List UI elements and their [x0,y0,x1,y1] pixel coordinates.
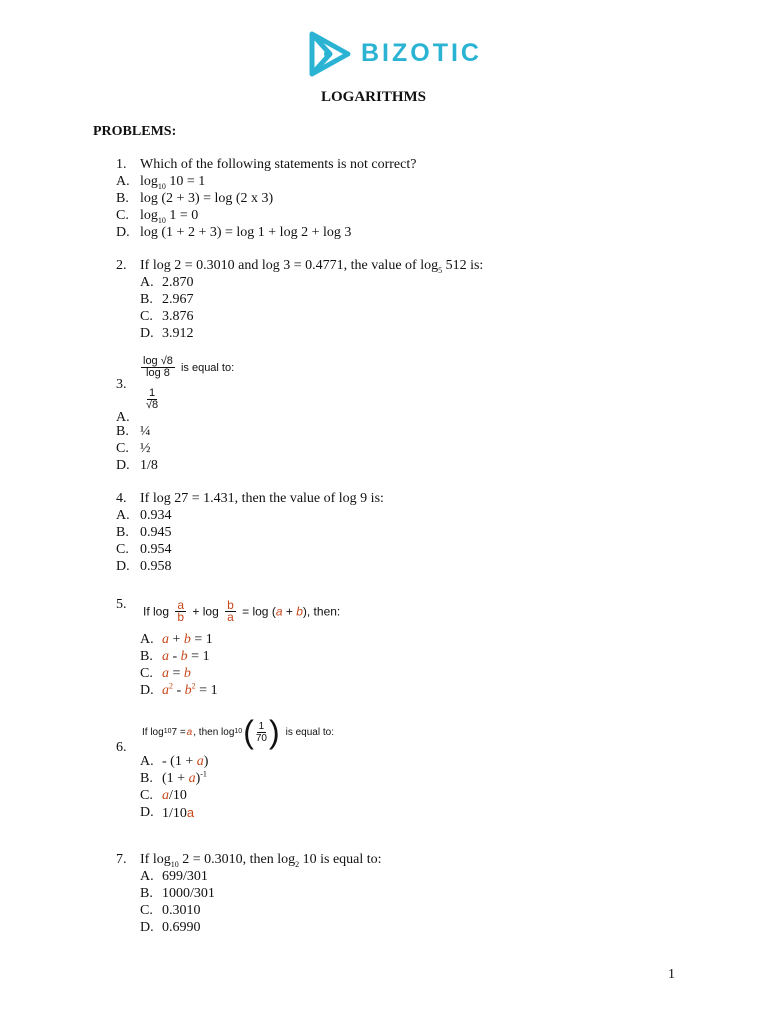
question-text-part: If log [140,852,171,867]
option-d: 0.958 [140,559,172,574]
question-text [140,851,382,868]
variable: a [162,632,169,647]
variable-a: a [186,726,193,738]
fraction-denominator: a [227,610,234,624]
variable: a [186,805,195,820]
fraction-numerator: 1 [258,720,265,732]
option-text: ) [203,754,209,769]
option-text: (1 + [162,771,189,786]
fraction-numerator: b [227,598,234,612]
fraction [175,600,186,623]
option-letter: B. [116,525,129,540]
subscript: 2 [295,859,300,869]
formula-text: + [285,604,293,619]
option-a [144,388,160,411]
option-c [140,207,198,224]
option-b [162,770,207,787]
option-letter: C. [140,666,153,681]
superscript: 2 [191,681,196,691]
fraction-denominator: √8 [146,399,159,411]
option-b: 1000/301 [162,886,215,901]
option-letter: D. [140,920,154,935]
question-formula: If log 10 7 = a , then log 10 ( $\frac{1}{70}$ ) is equal to: [142,714,334,750]
question-formula [143,600,340,623]
option-a: 2.870 [162,275,194,290]
option-text: ) [195,771,201,786]
option-letter: D. [140,326,154,341]
formula-text: 7 = [171,726,186,738]
option-text: = 1 [187,649,210,664]
option-text: = [169,666,184,681]
option-b: log (2 + 3) = log (2 x 3) [140,191,274,206]
option-letter: A. [116,174,130,189]
variable-a: a [275,604,283,619]
option-text: 1 = 0 [165,208,199,223]
option-text: /10 [169,788,187,803]
formula-text: , then log [193,726,235,738]
variable: a [162,788,169,803]
option-letter: A. [116,410,130,425]
formula-text: = log ( [242,604,276,619]
option-c: ½ [140,441,151,456]
option-c: 0.954 [140,542,172,557]
formula-text: If log [143,604,170,619]
question-number: 1. [116,157,127,172]
option-a [162,753,208,770]
superscript: -1 [200,769,207,779]
right-paren: ) [268,714,280,750]
question-number: 7. [116,852,127,867]
option-c [162,665,191,682]
variable: a [162,666,169,681]
variable: a [196,754,204,769]
option-letter: C. [140,309,153,324]
question-number: 4. [116,491,127,506]
question-number: 2. [116,258,127,273]
option-letter: B. [116,191,129,206]
page-number: 1 [668,967,675,982]
variable: b [183,632,191,647]
fraction-denominator: b [177,610,185,624]
fraction-numerator: 1 [149,387,156,399]
variable: b [184,683,192,698]
option-d: 3.912 [162,326,194,341]
option-b: 2.967 [162,292,194,307]
option-text: - (1 + [162,754,197,769]
option-letter: D. [116,458,130,473]
formula-text: ), then: [302,604,341,619]
question-number: 6. [116,740,127,755]
bizotic-logo [304,30,484,78]
option-a: 0.934 [140,508,172,523]
question-number: 3. [116,377,127,392]
option-letter: C. [140,788,153,803]
logo-text: BIZOTIC [361,39,482,67]
fraction-numerator: log √8 [143,355,173,367]
page-title: LOGARITHMS [321,89,427,105]
variable: a [162,649,169,664]
fraction [254,721,269,744]
option-text: = 1 [190,632,213,647]
option-letter: A. [140,275,154,290]
option-text: 1/10 [162,806,187,821]
left-paren: ( [243,714,254,750]
question-text-part: 2 = 0.3010, then log [178,852,296,867]
variable-b: b [296,604,303,619]
option-letter: B. [140,886,153,901]
question-formula [141,356,234,379]
option-letter: A. [140,754,154,769]
option-letter: D. [140,805,154,820]
option-b: 0.945 [140,525,172,540]
option-d: log (1 + 2 + 3) = log 1 + log 2 + log 3 [140,225,352,240]
option-d [162,682,218,699]
option-letter: B. [140,649,153,664]
option-d: 0.6990 [162,920,201,935]
option-letter: C. [116,542,129,557]
fraction-denominator: 70 [255,732,267,744]
option-a: 699/301 [162,869,208,884]
option-letter: B. [140,292,153,307]
option-text: log [140,208,158,223]
formula-text: + log [192,604,219,619]
option-c: 0.3010 [162,903,201,918]
fraction-numerator: a [177,598,185,612]
fraction [225,600,236,623]
question-text: If log 27 = 1.431, then the value of log 9 is: [140,491,384,506]
subscript: 5 [438,265,443,275]
variable: b [180,649,188,664]
question-text: is equal to: [180,361,235,374]
option-d [162,804,194,822]
question-number: 5. [116,597,127,612]
option-b: ¼ [140,424,151,439]
option-letter: A. [140,869,154,884]
question-text: is equal to: [285,726,334,738]
formula-text: If log [142,726,164,738]
option-c: 3.876 [162,309,194,324]
question-text-part: If log 2 = 0.3010 and log 3 = 0.4771, the value of log [140,258,439,273]
option-letter: D. [116,225,130,240]
option-letter: D. [116,559,130,574]
option-c [162,787,187,804]
variable: b [183,666,191,681]
bizotic-logo-icon [304,30,354,78]
option-text: - [169,649,181,664]
section-heading: PROBLEMS: [93,124,177,139]
fraction-denominator: log 8 [146,367,170,379]
option-letter: C. [140,903,153,918]
option-text: 10 = 1 [165,174,206,189]
option-letter: D. [140,683,154,698]
option-text: = 1 [195,683,218,698]
fraction [141,356,175,379]
option-letter: C. [116,208,129,223]
subscript: 10 [170,859,179,869]
question-text [140,257,483,274]
question-text-part: 512 is: [442,258,484,273]
superscript: 2 [169,681,173,691]
question-text: Which of the following statements is not correct? [140,157,417,172]
question-text-part: 10 is equal to: [299,852,382,867]
option-letter: A. [140,632,154,647]
subscript: 10 [157,181,166,191]
fraction [144,388,160,411]
option-b [162,648,210,665]
option-letter: B. [140,771,153,786]
option-letter: C. [116,441,129,456]
variable: a [162,683,169,698]
option-letter: A. [116,508,130,523]
option-d: 1/8 [140,458,158,473]
option-text: - [173,683,185,698]
option-text: log [140,174,158,189]
option-a [140,173,205,190]
option-a [162,631,213,648]
subscript: 10 [157,215,166,225]
variable: a [188,771,196,786]
option-text: + [169,632,184,647]
option-letter: B. [116,424,129,439]
